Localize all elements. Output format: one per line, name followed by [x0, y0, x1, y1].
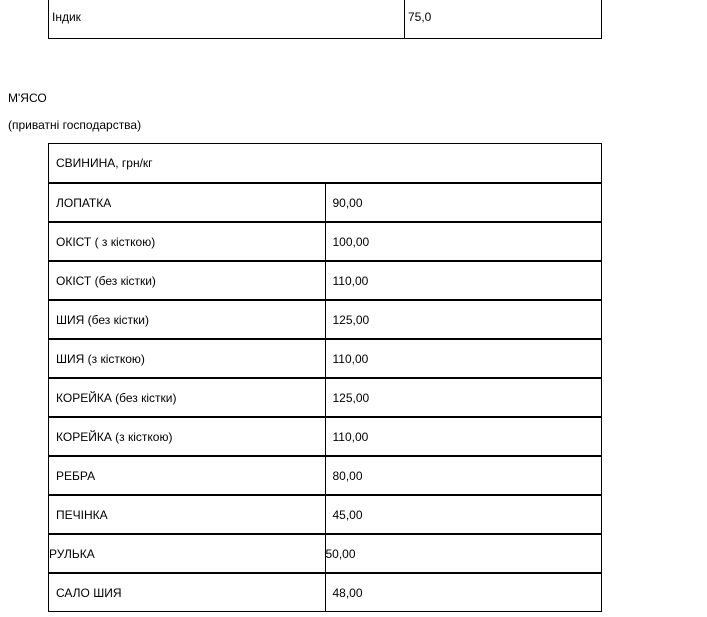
product-name-cell: РУЛЬКА	[49, 534, 326, 573]
turkey-price-table	[48, 0, 602, 39]
table-row	[49, 0, 602, 39]
product-name-cell: ШИЯ (без кістки)	[49, 300, 326, 339]
product-price-cell: 50,00	[325, 534, 602, 573]
table-row	[49, 183, 602, 222]
product-price-cell: 48,00	[325, 573, 602, 612]
table-row	[49, 495, 602, 534]
table-row	[49, 300, 602, 339]
product-name-cell: ПЕЧІНКА	[49, 495, 326, 534]
table-row	[49, 261, 602, 300]
table-row	[49, 222, 602, 261]
product-price-cell: 125,00	[325, 300, 602, 339]
table-row	[49, 534, 602, 573]
product-name-cell: Індик	[49, 0, 405, 39]
product-price-cell: 80,00	[325, 456, 602, 495]
product-name-cell: САЛО ШИЯ	[49, 573, 326, 612]
table-header-row	[49, 144, 602, 184]
product-name-cell: КОРЕЙКА (з кісткою)	[49, 417, 326, 456]
section-subtitle: (приватні господарства)	[8, 118, 142, 132]
pork-price-table	[48, 143, 602, 612]
product-price-cell: 75,0	[405, 0, 602, 39]
table-row	[49, 339, 602, 378]
table-row	[49, 456, 602, 495]
product-name-cell: ШИЯ (з кісткою)	[49, 339, 326, 378]
product-price-cell: 90,00	[325, 183, 602, 222]
product-name-cell: ОКІСТ ( з кісткою)	[49, 222, 326, 261]
product-price-cell: 100,00	[325, 222, 602, 261]
product-name-cell: РЕБРА	[49, 456, 326, 495]
table-row	[49, 417, 602, 456]
table-row	[49, 378, 602, 417]
product-price-cell: 110,00	[325, 261, 602, 300]
product-price-cell: 45,00	[325, 495, 602, 534]
table-row	[49, 573, 602, 612]
table-header: СВИНИНА, грн/кг	[49, 144, 602, 184]
product-name-cell: ОКІСТ (без кістки)	[49, 261, 326, 300]
product-name-cell: КОРЕЙКА (без кістки)	[49, 378, 326, 417]
product-price-cell: 110,00	[325, 417, 602, 456]
product-price-cell: 125,00	[325, 378, 602, 417]
product-name-cell: ЛОПАТКА	[49, 183, 326, 222]
product-price-cell: 110,00	[325, 339, 602, 378]
section-title: М'ЯСО	[8, 91, 47, 105]
